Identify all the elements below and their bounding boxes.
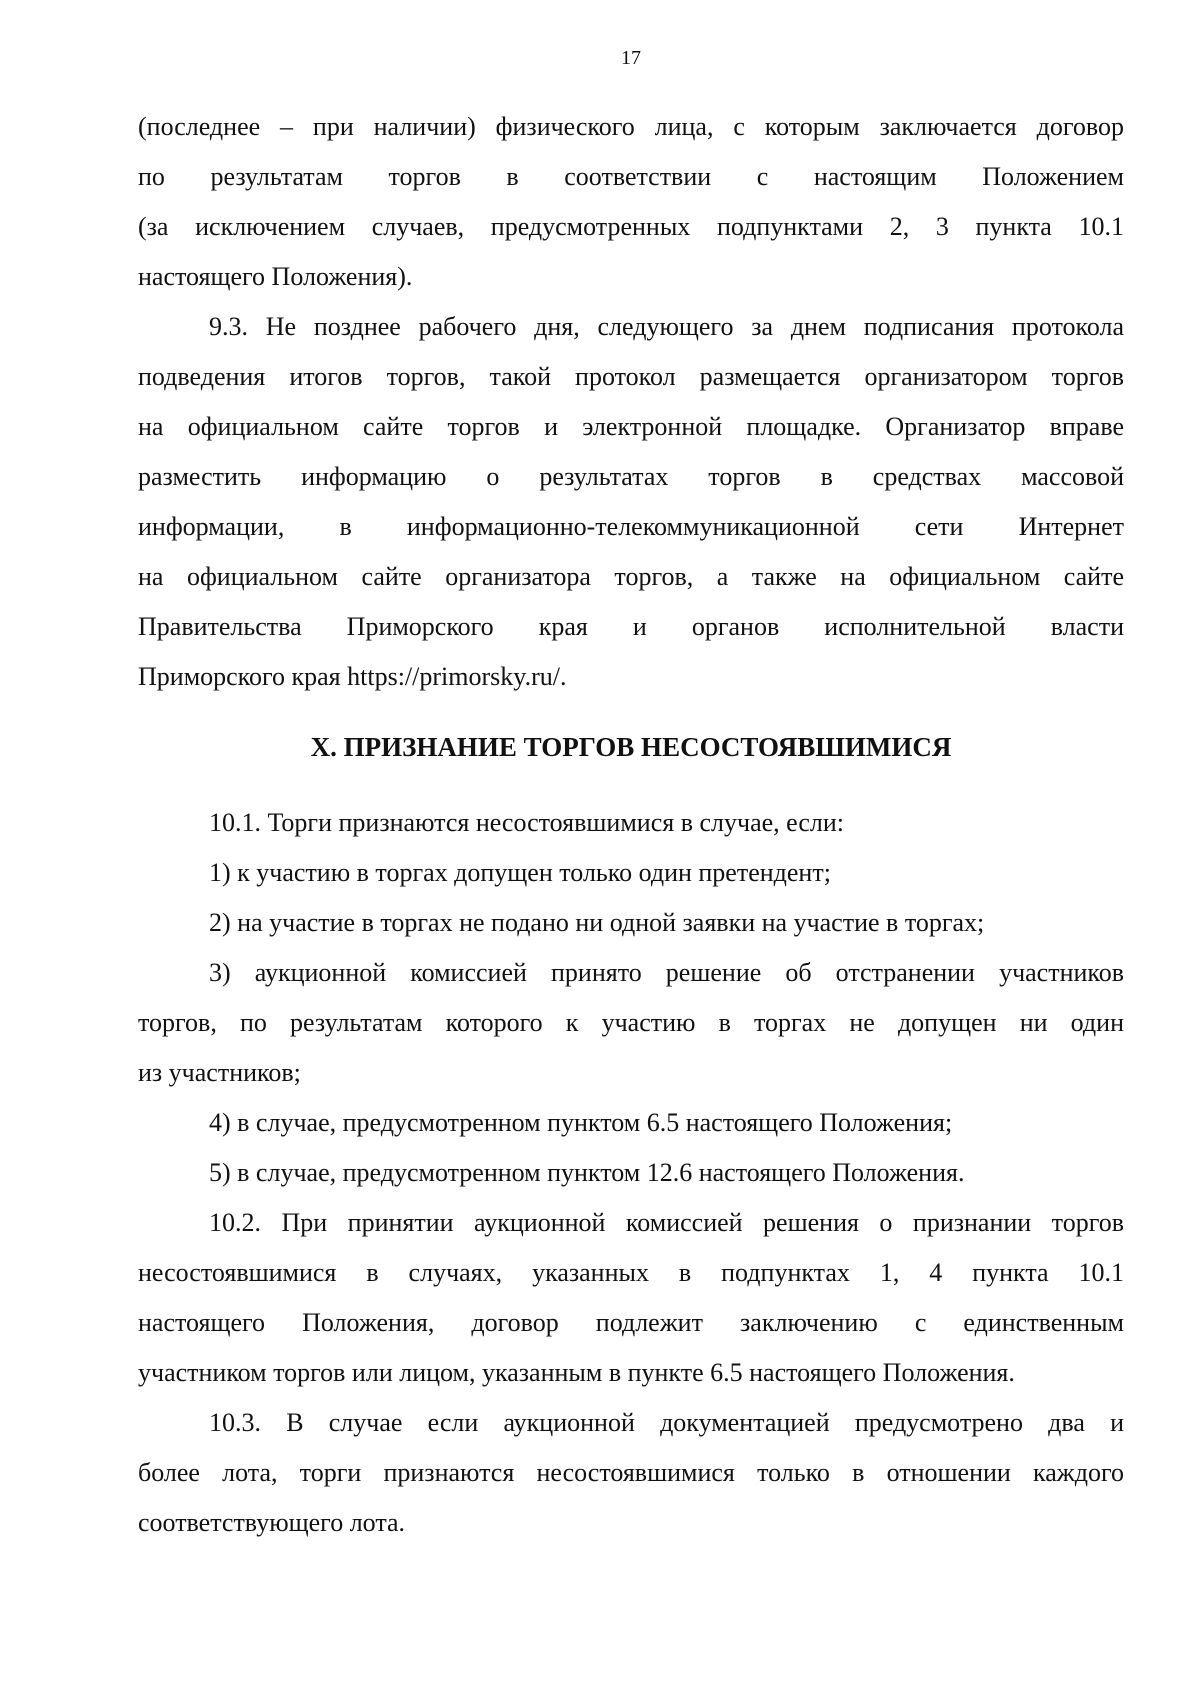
text-line: 4) в случае, предусмотренном пунктом 6.5 настоящего Положения; (209, 1108, 953, 1137)
text-line: на официальном сайте организатора торгов, а также на официальном сайте (138, 562, 1124, 591)
section-heading: X. ПРИЗНАНИЕ ТОРГОВ НЕСОСТОЯВШИМИСЯ (310, 732, 952, 762)
paragraph-9-3 (138, 302, 1124, 702)
text-line: 10.3. В случае если аукционной документацией предусмотрено два и (209, 1408, 1124, 1437)
page-number: 17 (621, 47, 641, 69)
paragraph-continuation (138, 102, 1124, 302)
text-line: более лота, торги признаются несостоявшимися только в отношении каждого (138, 1458, 1124, 1487)
text-line: 5) в случае, предусмотренном пунктом 12.6 настоящего Положения. (209, 1158, 965, 1187)
text-line: подведения итогов торгов, такой протокол размещается организатором торгов (138, 362, 1124, 391)
text-line: по результатам торгов в соответствии с настоящим Положением (138, 162, 1124, 191)
text-line: 3) аукционной комиссией принято решение об отстранении участников (209, 958, 1124, 987)
text-line: (за исключением случаев, предусмотренных подпунктами 2, 3 пункта 10.1 (138, 212, 1124, 241)
text-line: информации, в информационно-телекоммуникационной сети Интернет (138, 512, 1124, 541)
text-line: торгов, по результатам которого к участию в торгах не допущен ни один (138, 1008, 1124, 1037)
list-item-3 (138, 948, 1124, 1098)
text-line: 9.3. Не позднее рабочего дня, следующего за днем подписания протокола (209, 312, 1124, 341)
paragraph-10-2 (138, 1198, 1124, 1398)
document-body (138, 102, 1124, 1548)
text-line: 2) на участие в торгах не подано ни одной заявки на участие в торгах; (209, 908, 985, 937)
text-line: Приморского края https://primorsky.ru/. (138, 662, 567, 691)
text-line: соответствующего лота. (138, 1508, 406, 1537)
paragraph-10-1 (138, 798, 1124, 848)
text-line: (последнее – при наличии) физического лица, с которым заключается договор (138, 112, 1124, 141)
text-line: на официальном сайте торгов и электронной площадке. Организатор вправе (138, 412, 1124, 441)
text-line: участником торгов или лицом, указанным в пункте 6.5 настоящего Положения. (138, 1358, 1015, 1387)
text-line: настоящего Положения, договор подлежит заключению с единственным (138, 1308, 1124, 1337)
text-line: Правительства Приморского края и органов исполнительной власти (138, 612, 1124, 641)
list-item-4 (138, 1098, 1124, 1148)
text-line: 1) к участию в торгах допущен только один претендент; (209, 858, 831, 887)
text-line: из участников; (138, 1058, 301, 1087)
list-item-1 (138, 848, 1124, 898)
list-item-2 (138, 898, 1124, 948)
text-line: несостоявшимися в случаях, указанных в подпунктах 1, 4 пункта 10.1 (138, 1258, 1124, 1287)
list-item-5 (138, 1148, 1124, 1198)
paragraph-10-3 (138, 1398, 1124, 1548)
text-line: 10.1. Торги признаются несостоявшимися в случае, если: (209, 808, 844, 837)
text-line: 10.2. При принятии аукционной комиссией решения о признании торгов (209, 1208, 1124, 1237)
text-line: разместить информацию о результатах торгов в средствах массовой (138, 462, 1124, 491)
text-line: настоящего Положения). (138, 262, 413, 291)
